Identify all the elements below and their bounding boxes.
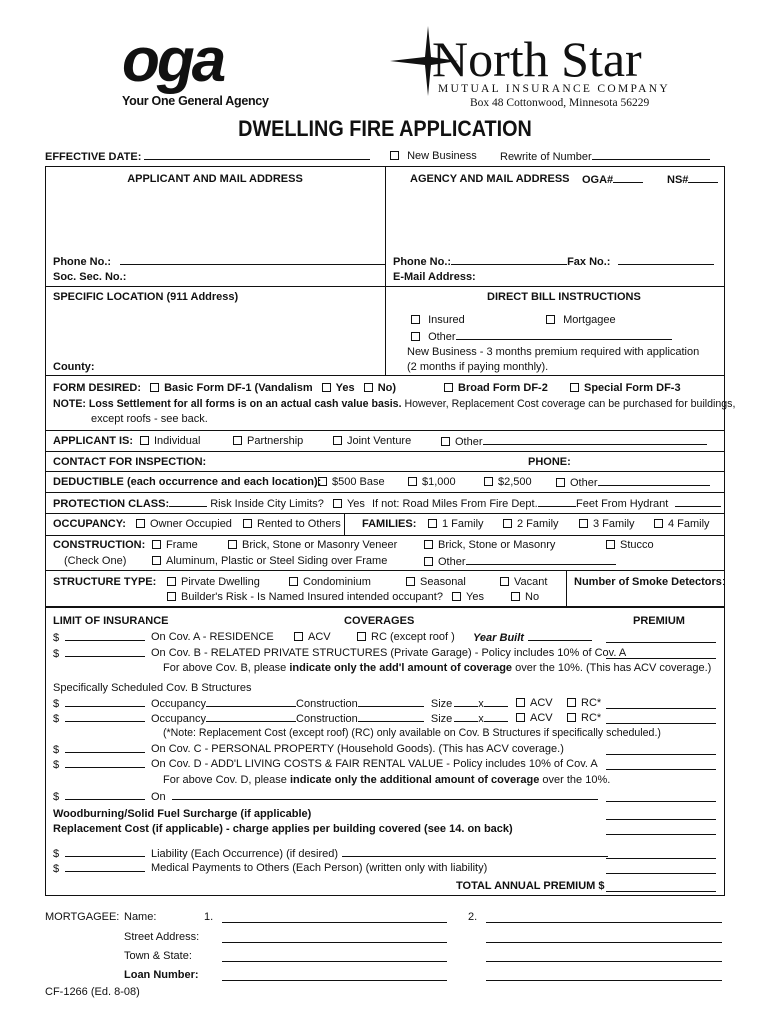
cov-a-rc-checkbox[interactable] — [357, 632, 366, 641]
joint-venture-checkbox[interactable] — [333, 436, 342, 445]
premium-heading: PREMIUM — [633, 615, 685, 627]
builders-yes-checkbox[interactable] — [452, 592, 461, 601]
sched-2-occupancy-label: Occupancy — [151, 713, 207, 725]
builders-no-checkbox[interactable] — [511, 592, 520, 601]
sched-1-rc-checkbox[interactable] — [567, 698, 576, 707]
other-cov-limit-field[interactable] — [65, 789, 145, 800]
replacement-label: Replacement Cost (if applicable) - charge applies per building covered (see 14. on back) — [53, 823, 513, 835]
company-address: Box 48 Cottonwood, Minnesota 56229 — [470, 97, 650, 109]
sched-2-size-label: Size — [430, 713, 453, 725]
cov-a-acv-checkbox[interactable] — [294, 632, 303, 641]
inside-city-label: Risk Inside City Limits? — [210, 498, 324, 510]
sched-1-size-label: Size — [430, 698, 453, 710]
aluminum-label: Aluminum, Plastic or Steel Siding over Frame — [166, 555, 388, 567]
sched-2-occupancy-field[interactable] — [206, 711, 296, 722]
woodburning-label: Woodburning/Solid Fuel Surcharge (if applicable) — [53, 808, 312, 820]
deductible-other-field[interactable] — [598, 475, 710, 486]
special-form-label: Special Form DF-3 — [584, 382, 681, 394]
medical-limit-field[interactable] — [65, 861, 145, 872]
protection-class-label: PROTECTION CLASS: — [53, 498, 170, 510]
stucco-label: Stucco — [620, 539, 654, 551]
mortgagee-1-loan-field[interactable] — [222, 970, 447, 981]
email-label: E-Mail Address: — [393, 271, 476, 283]
rewrite-field[interactable] — [592, 149, 710, 160]
builders-risk-label: Builder's Risk - Is Named Insured intended occupant? — [181, 591, 443, 603]
construction-other-field[interactable] — [466, 554, 616, 565]
brick-label: Brick, Stone or Masonry — [438, 539, 556, 551]
sched-1-occupancy-field[interactable] — [206, 696, 296, 707]
cov-d-note-post: over the 10%. — [539, 774, 611, 786]
cov-b-note-bold: indicate only the add'l amount of coverage — [289, 662, 513, 674]
construction-other-label: Other — [438, 556, 466, 568]
soc-sec-label: Soc. Sec. No.: — [53, 271, 127, 283]
dollar-sign: $ — [53, 744, 60, 756]
mortgagee-1-name-field[interactable] — [222, 912, 447, 923]
cov-c-label: On Cov. C - PERSONAL PROPERTY (Household Goods). (This has ACV coverage.) — [151, 743, 564, 755]
dollar-sign: $ — [53, 648, 60, 660]
medical-premium-field[interactable] — [606, 863, 716, 874]
deductible-other-checkbox[interactable] — [556, 478, 565, 487]
family-2-label: 2 Family — [517, 518, 559, 530]
oga-tagline: Your One General Agency — [122, 94, 269, 108]
agency-phone-label: Phone No.: — [393, 256, 452, 268]
mortgagee-name-label: Name: — [124, 911, 157, 923]
stucco-checkbox[interactable] — [606, 540, 615, 549]
sched-1-acv-label: ACV — [530, 697, 553, 709]
inside-city-yes-label: Yes — [346, 498, 365, 510]
family-2-checkbox[interactable] — [503, 519, 512, 528]
vandalism-yes-checkbox[interactable] — [322, 383, 331, 392]
partnership-label: Partnership — [247, 435, 304, 447]
cov-c-limit-field[interactable] — [65, 742, 145, 753]
vandalism-no-label: No) — [377, 382, 397, 394]
hydrant-label: Feet From Hydrant — [576, 498, 669, 510]
owner-occupied-checkbox[interactable] — [136, 519, 145, 528]
medical-label: Medical Payments to Others (Each Person) (written only with liability) — [151, 862, 488, 874]
vandalism-no-checkbox[interactable] — [364, 383, 373, 392]
new-business-note-2: (2 months if paying monthly). — [407, 361, 549, 373]
cov-d-note-pre: For above Cov. D, please — [163, 774, 290, 786]
cov-d-note-bold: indicate only the additional amount of coverage — [289, 774, 540, 786]
sched-2-premium-field[interactable] — [606, 713, 716, 724]
vacant-checkbox[interactable] — [500, 577, 509, 586]
construction-label: CONSTRUCTION: — [53, 539, 146, 551]
company-name: North Star — [432, 31, 642, 87]
dollar-sign: $ — [53, 848, 60, 860]
cov-b-premium-field[interactable] — [606, 648, 716, 659]
sched-2-limit-field[interactable] — [65, 711, 145, 722]
brick-checkbox[interactable] — [424, 540, 433, 549]
dollar-sign: $ — [53, 632, 60, 644]
mortgagee-2-name-field[interactable] — [486, 912, 722, 923]
families-label: FAMILIES: — [362, 518, 417, 530]
mortgagee-2-loan-field[interactable] — [486, 970, 722, 981]
seasonal-label: Seasonal — [420, 576, 466, 588]
partnership-checkbox[interactable] — [233, 436, 242, 445]
sched-2-acv-checkbox[interactable] — [516, 713, 525, 722]
mortgagee-1-label: 1. — [204, 911, 214, 923]
applicant-other-checkbox[interactable] — [441, 437, 450, 446]
sched-1-construction-field[interactable] — [358, 696, 424, 707]
form-desired-label: FORM DESIRED: — [53, 382, 141, 394]
joint-venture-label: Joint Venture — [347, 435, 412, 447]
sched-2-size-w-field[interactable] — [454, 711, 478, 722]
construction-other-checkbox[interactable] — [424, 557, 433, 566]
brick-veneer-checkbox[interactable] — [228, 540, 237, 549]
mortgagee-2-label: 2. — [468, 911, 478, 923]
cov-b-note-pre: For above Cov. B, please — [163, 662, 290, 674]
family-4-label: 4 Family — [668, 518, 710, 530]
cov-a-acv-label: ACV — [308, 631, 331, 643]
street-address-label: Street Address: — [124, 931, 200, 943]
applicant-mail-heading: APPLICANT AND MAIL ADDRESS — [127, 173, 303, 185]
applicant-is-label: APPLICANT IS: — [53, 435, 134, 447]
replacement-premium-field[interactable] — [606, 824, 716, 835]
cov-a-limit-field[interactable] — [65, 630, 145, 641]
protection-class-field[interactable] — [169, 496, 207, 507]
broad-form-checkbox[interactable] — [444, 383, 453, 392]
sched-1-size-h-field[interactable] — [484, 696, 508, 707]
ns-number-label: NS# — [667, 174, 689, 186]
cov-c-premium-field[interactable] — [606, 744, 716, 755]
occupancy-label: OCCUPANCY: — [53, 518, 126, 530]
form-number: CF-1266 (Ed. 8-08) — [45, 986, 140, 998]
cov-d-limit-field[interactable] — [65, 757, 145, 768]
rc-note: (*Note: Replacement Cost (except roof) (RC) only available on Cov. B Structures if specifically scheduled.) — [163, 727, 661, 739]
ns-number-field[interactable] — [688, 172, 718, 183]
specific-location-label: SPECIFIC LOCATION (911 Address) — [53, 291, 239, 303]
sched-1-occupancy-label: Occupancy — [151, 698, 207, 710]
bill-other-label: Other — [428, 331, 456, 343]
mortgagee-2-street-field[interactable] — [486, 932, 722, 943]
mortgagee-label: MORTGAGEE: — [45, 911, 120, 923]
total-premium-label: TOTAL ANNUAL PREMIUM $ — [456, 880, 605, 892]
on-label: On — [151, 791, 166, 803]
liability-label: Liability (Each Occurrence) (if desired) — [151, 848, 339, 860]
contact-phone-label: PHONE: — [528, 456, 571, 468]
company-subtitle: MUTUAL INSURANCE COMPANY — [438, 83, 670, 95]
fax-field[interactable] — [618, 254, 714, 265]
sched-1-premium-field[interactable] — [606, 698, 716, 709]
builders-risk-checkbox[interactable] — [167, 592, 176, 601]
agency-phone-field[interactable] — [451, 254, 567, 265]
bill-mortgagee-label: Mortgagee — [563, 314, 616, 326]
form-title: DWELLING FIRE APPLICATION — [238, 116, 532, 141]
other-cov-desc-field[interactable] — [172, 789, 598, 800]
individual-checkbox[interactable] — [140, 436, 149, 445]
builders-no-label: No — [525, 591, 540, 603]
family-1-checkbox[interactable] — [428, 519, 437, 528]
effective-date-field[interactable] — [144, 149, 370, 160]
year-built-label: Year Built — [473, 632, 524, 644]
rewrite-label: Rewrite of Number — [500, 151, 592, 163]
phone-label: Phone No.: — [53, 256, 112, 268]
mortgagee-1-street-field[interactable] — [222, 932, 447, 943]
fax-label: Fax No.: — [567, 256, 611, 268]
dollar-sign: $ — [53, 713, 60, 725]
mortgagee-1-town-field[interactable] — [222, 951, 447, 962]
family-3-checkbox[interactable] — [579, 519, 588, 528]
sched-1-construction-label: Construction — [296, 698, 358, 710]
deductible-1000-checkbox[interactable] — [408, 477, 417, 486]
mortgagee-2-town-field[interactable] — [486, 951, 722, 962]
cov-d-premium-field[interactable] — [606, 759, 716, 770]
condominium-label: Condominium — [303, 576, 371, 588]
sched-1-rc-label: RC* — [581, 697, 602, 709]
cov-a-premium-field[interactable] — [606, 632, 716, 643]
sched-2-acv-label: ACV — [530, 712, 553, 724]
owner-occupied-label: Owner Occupied — [150, 518, 232, 530]
frame-checkbox[interactable] — [152, 540, 161, 549]
frame-label: Frame — [166, 539, 198, 551]
deductible-other-label: Other — [570, 477, 598, 489]
cov-b-label: On Cov. B - RELATED PRIVATE STRUCTURES (Private Garage) - Policy includes 10% of Cov. A — [151, 647, 627, 659]
loan-number-label: Loan Number: — [124, 969, 199, 981]
bill-mortgagee-checkbox[interactable] — [546, 315, 555, 324]
vandalism-yes-label: Yes — [335, 382, 355, 394]
sched-2-construction-field[interactable] — [358, 711, 424, 722]
broad-form-label: Broad Form DF-2 — [458, 382, 548, 394]
deductible-2500-label: $2,500 — [498, 476, 532, 488]
other-cov-premium-field[interactable] — [606, 791, 716, 802]
family-3-label: 3 Family — [593, 518, 635, 530]
liability-limit-field[interactable] — [65, 846, 145, 857]
sched-2-rc-checkbox[interactable] — [567, 713, 576, 722]
rented-label: Rented to Others — [257, 518, 341, 530]
new-business-label: New Business — [407, 150, 477, 162]
smoke-detectors-label: Number of Smoke Detectors — [574, 576, 722, 588]
deductible-1000-label: $1,000 — [422, 476, 456, 488]
hydrant-field[interactable] — [675, 496, 721, 507]
bill-other-checkbox[interactable] — [411, 332, 420, 341]
sched-2-rc-label: RC* — [581, 712, 602, 724]
total-premium-field[interactable] — [606, 881, 716, 892]
sched-1-limit-field[interactable] — [65, 696, 145, 707]
sched-1-size-w-field[interactable] — [454, 696, 478, 707]
individual-label: Individual — [154, 435, 201, 447]
woodburning-premium-field[interactable] — [606, 809, 716, 820]
private-dwelling-label: Pirvate Dwelling — [181, 576, 260, 588]
note-text-2: except roofs - see back. — [91, 413, 208, 425]
sched-1-acv-checkbox[interactable] — [516, 698, 525, 707]
brick-veneer-label: Brick, Stone or Masonry Veneer — [242, 539, 398, 551]
family-4-checkbox[interactable] — [654, 519, 663, 528]
note-text: However, Replacement Cost coverage can be purchased for buildings, — [401, 398, 736, 410]
dollar-sign: $ — [53, 791, 60, 803]
basic-form-label: Basic Form DF-1 (Vandalism — [164, 382, 313, 394]
phone-field[interactable] — [120, 254, 386, 265]
deductible-500-label: $500 Base — [332, 476, 385, 488]
note-bold: NOTE: Loss Settlement for all forms is on an actual cash value basis. — [53, 398, 402, 410]
bill-other-field[interactable] — [456, 329, 672, 340]
vacant-label: Vacant — [514, 576, 548, 588]
county-label: County: — [53, 361, 95, 373]
applicant-other-label: Other — [455, 436, 483, 448]
new-business-note: New Business - 3 months premium required with application — [407, 346, 700, 358]
private-dwelling-checkbox[interactable] — [167, 577, 176, 586]
rented-checkbox[interactable] — [243, 519, 252, 528]
sched-2-construction-label: Construction — [296, 713, 358, 725]
builders-yes-label: Yes — [466, 591, 484, 603]
oga-logo — [122, 26, 282, 120]
road-miles-label: If not: Road Miles From Fire Dept. — [371, 498, 538, 510]
dollar-sign: $ — [53, 698, 60, 710]
family-1-label: 1 Family — [442, 518, 484, 530]
basic-form-checkbox[interactable] — [150, 383, 159, 392]
dollar-sign: $ — [53, 863, 60, 875]
seasonal-checkbox[interactable] — [406, 577, 415, 586]
oga-number-field[interactable] — [613, 172, 643, 183]
liability-premium-field[interactable] — [606, 848, 716, 859]
oga-logo-text: oga — [122, 26, 224, 95]
direct-bill-heading: DIRECT BILL INSTRUCTIONS — [487, 291, 641, 303]
inside-city-yes-checkbox[interactable] — [333, 499, 342, 508]
condominium-checkbox[interactable] — [289, 577, 298, 586]
oga-number-label: OGA# — [582, 174, 614, 186]
structure-type-label: STRUCTURE TYPE: — [53, 576, 157, 588]
town-state-label: Town & State: — [124, 950, 192, 962]
check-one-label: (Check One) — [64, 555, 127, 567]
dollar-sign: $ — [53, 759, 60, 771]
coverages-heading: COVERAGES — [344, 615, 415, 627]
size-x: x — [478, 713, 484, 725]
cov-d-label: On Cov. D - ADD'L LIVING COSTS & FAIR RENTAL VALUE - Policy includes 10% of Cov. A — [151, 758, 598, 770]
bill-insured-checkbox[interactable] — [411, 315, 420, 324]
agency-mail-heading: AGENCY AND MAIL ADDRESS — [410, 173, 570, 185]
road-miles-field[interactable] — [538, 496, 576, 507]
cov-a-label: On Cov. A - RESIDENCE — [151, 631, 274, 643]
liability-desc-field[interactable] — [342, 846, 608, 857]
cov-b-note-post: over the 10%. (This has ACV coverage.) — [512, 662, 712, 674]
new-business-checkbox[interactable] — [390, 151, 399, 160]
aluminum-checkbox[interactable] — [152, 556, 161, 565]
special-form-checkbox[interactable] — [570, 383, 579, 392]
limit-heading: LIMIT OF INSURANCE — [53, 615, 169, 627]
deductible-500-checkbox[interactable] — [318, 477, 327, 486]
cov-a-rc-label: RC (except roof ) — [371, 631, 455, 643]
deductible-label: DEDUCTIBLE (each occurrence and each location): — [53, 476, 322, 488]
applicant-other-field[interactable] — [483, 434, 707, 445]
deductible-2500-checkbox[interactable] — [484, 477, 493, 486]
contact-label: CONTACT FOR INSPECTION: — [53, 456, 207, 468]
sched-2-size-h-field[interactable] — [484, 711, 508, 722]
bill-insured-label: Insured — [428, 314, 465, 326]
scheduled-label: Specifically Scheduled Cov. B Structures — [53, 682, 252, 694]
effective-date-label: EFFECTIVE DATE: — [45, 151, 142, 163]
cov-b-limit-field[interactable] — [65, 646, 145, 657]
year-built-field[interactable] — [528, 630, 592, 641]
size-x: x — [478, 698, 484, 710]
